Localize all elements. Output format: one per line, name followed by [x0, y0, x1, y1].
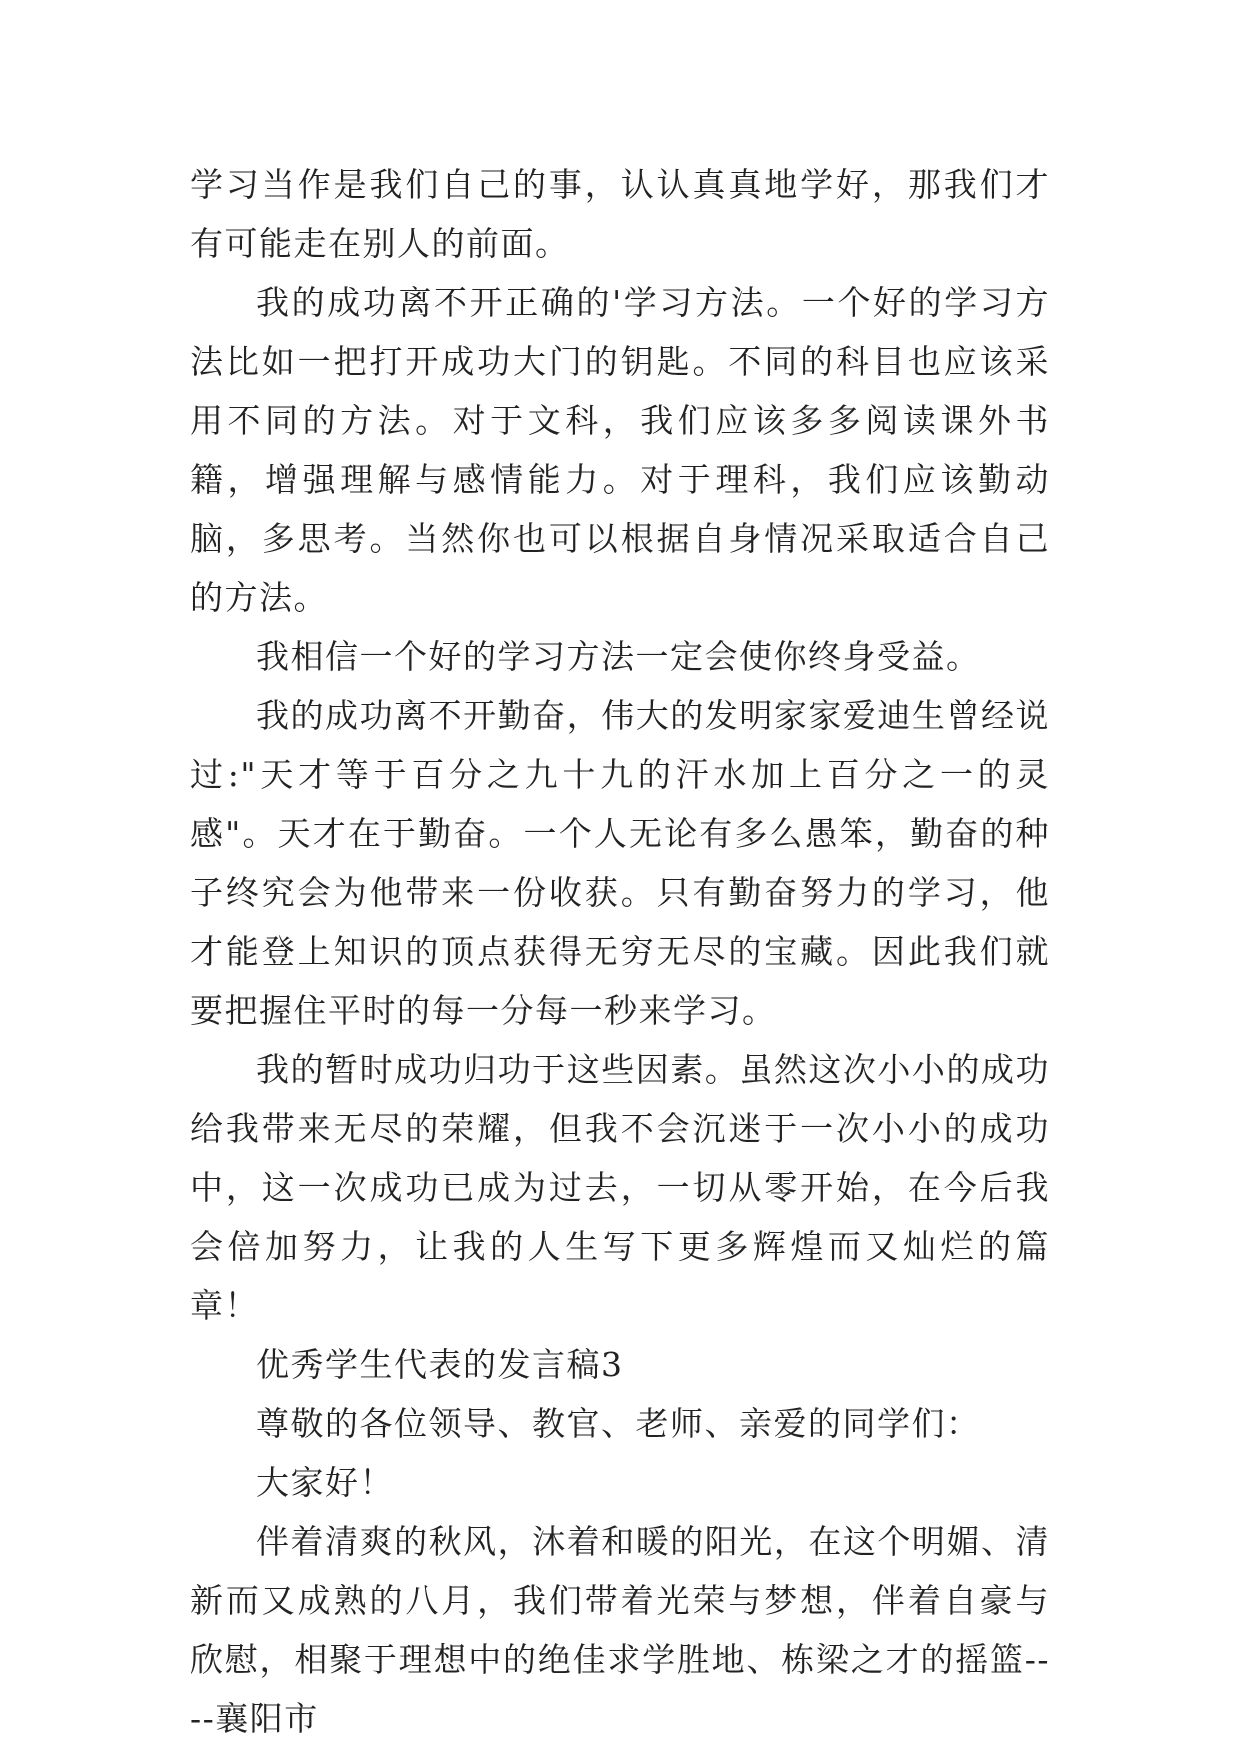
- paragraph-4: 我的成功离不开勤奋，伟大的发明家家爱迪生曾经说过:"天才等于百分之九十九的汗水加上百分之一的灵感"。天才在于勤奋。一个人无论有多么愚笨，勤奋的种子终究会为他带来一份收获。只有勤奋努力的学习，他才能登上知识的顶点获得无穷无尽的宝藏。因此我们就要把握住平时的每一分每一秒来学习。: [190, 696, 1050, 1030]
- paragraph-1: 学习当作是我们自己的事，认认真真地学好，那我们才有可能走在别人的前面。: [190, 165, 1050, 263]
- paragraph-3: 我相信一个好的学习方法一定会使你终身受益。: [256, 637, 981, 676]
- salutation: 尊敬的各位领导、教官、老师、亲爱的同学们：: [256, 1404, 981, 1443]
- paragraph-9: 伴着清爽的秋风，沐着和暖的阳光，在这个明媚、清新而又成熟的八月，我们带着光荣与梦想，伴着自豪与欣慰，相聚于理想中的绝佳求学胜地、栋梁之才的摇篮----襄阳市: [190, 1522, 1050, 1738]
- paragraph-5: 我的暂时成功归功于这些因素。虽然这次小小的成功给我带来无尽的荣耀，但我不会沉迷于一次小小的成功中，这一次成功已成为过去，一切从零开始，在今后我会倍加努力，让我的人生写下更多辉煌而又灿烂的篇章！: [190, 1050, 1050, 1325]
- paragraph-2: 我的成功离不开正确的'学习方法。一个好的学习方法比如一把打开成功大门的钥匙。不同的科目也应该采用不同的方法。对于文科，我们应该多多阅读课外书籍，增强理解与感情能力。对于理科，我们应该勤动脑，多思考。当然你也可以根据自身情况采取适合自己的方法。: [190, 283, 1050, 617]
- document-body: [190, 155, 1050, 1748]
- section-heading: 优秀学生代表的发言稿3: [256, 1345, 624, 1384]
- greeting: 大家好！: [256, 1463, 394, 1502]
